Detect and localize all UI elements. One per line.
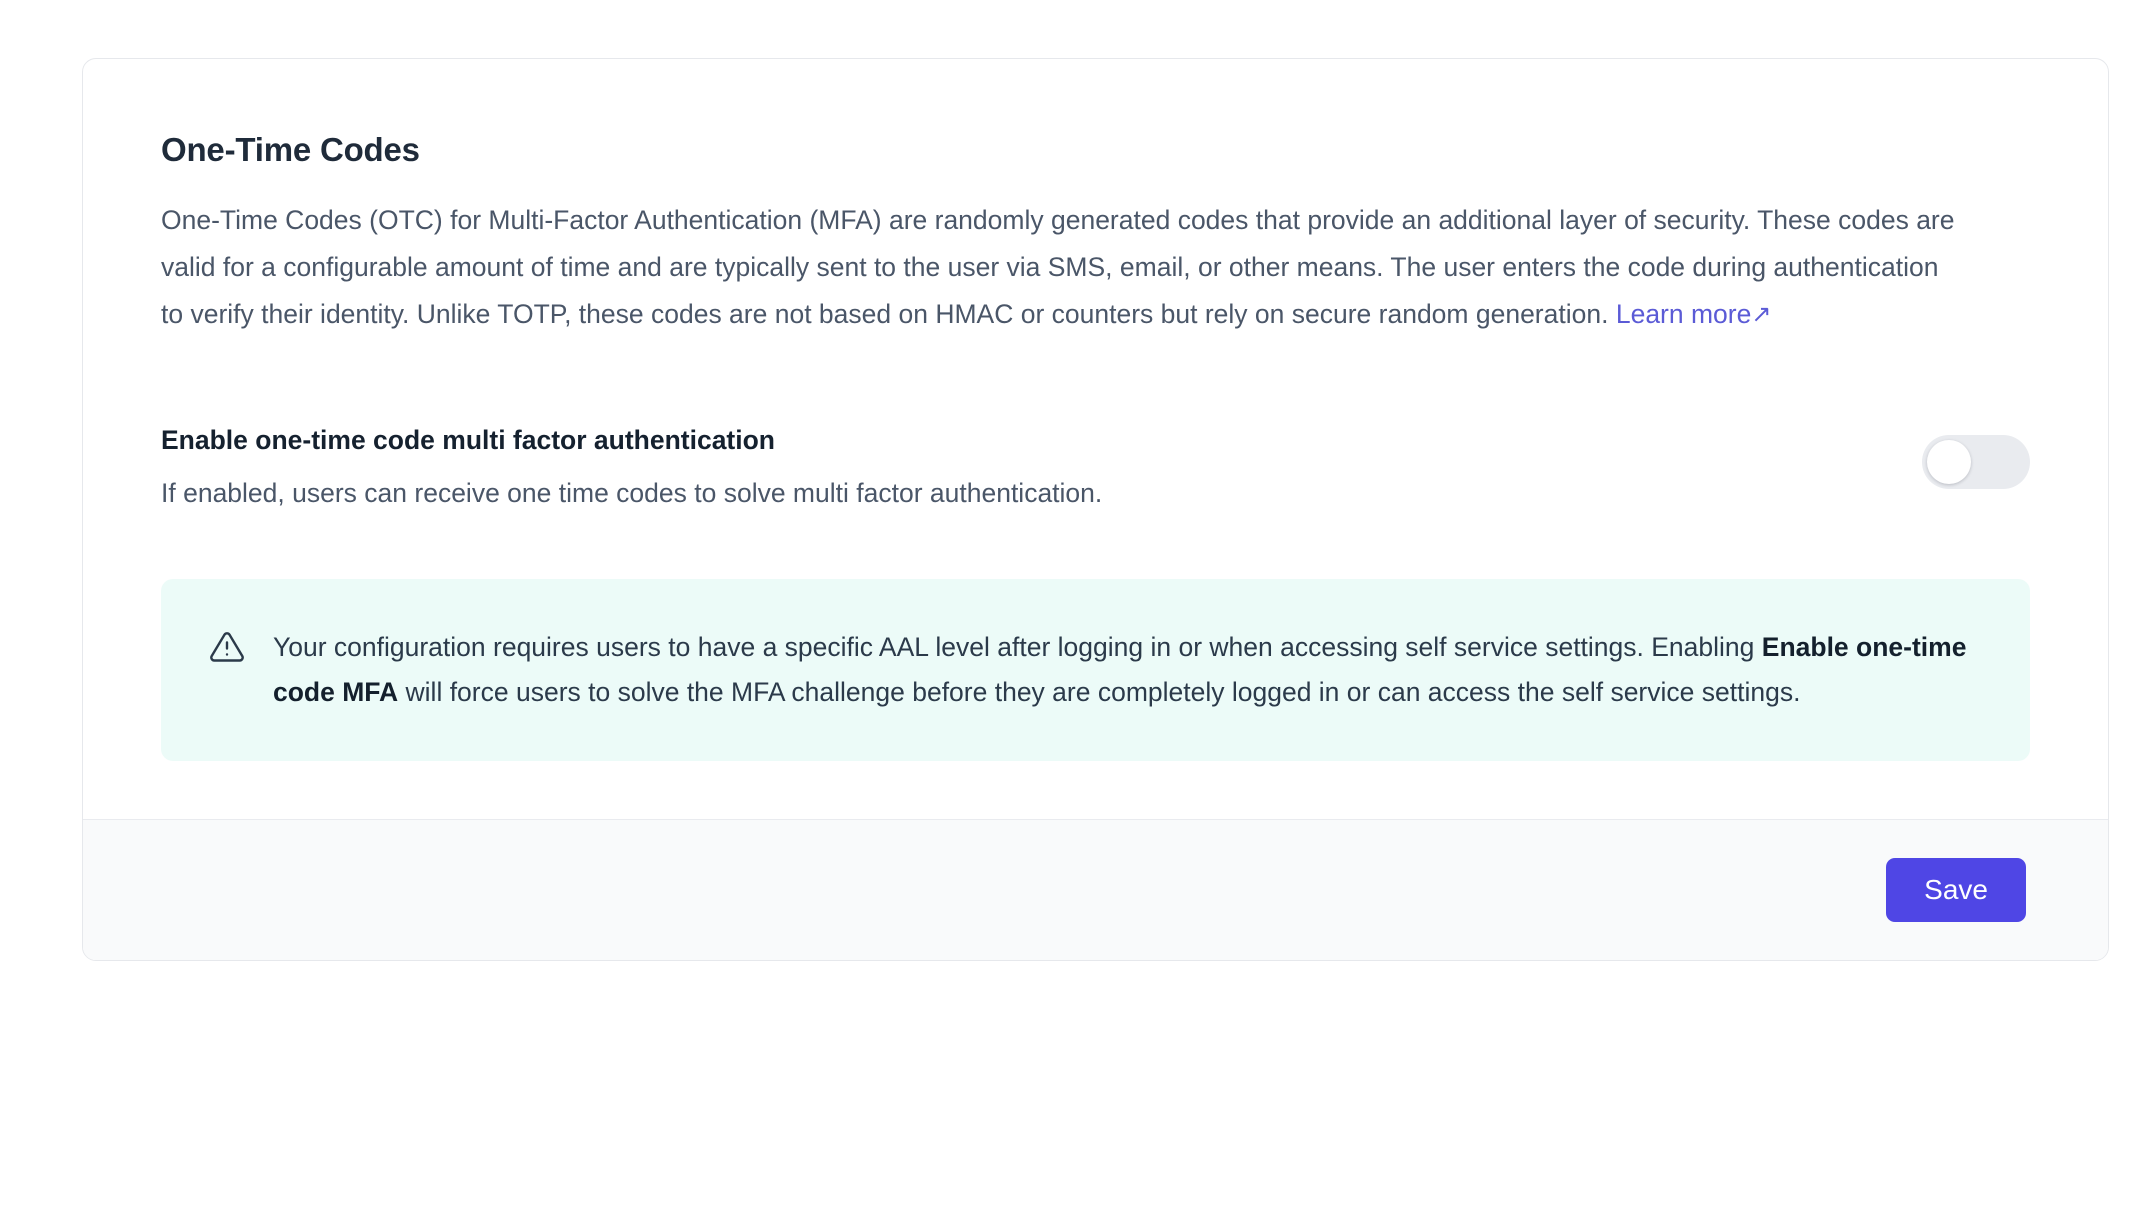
aal-warning-text-after: will force users to solve the MFA challenge before they are completely logged in or can access the self service settings. bbox=[405, 677, 1801, 707]
toggle-knob bbox=[1927, 440, 1971, 484]
aal-warning-text bbox=[273, 625, 1978, 715]
aal-warning-emphasis: Enable one-time code MFA bbox=[273, 632, 1967, 707]
card-footer bbox=[83, 819, 2108, 960]
aal-warning-callout bbox=[161, 579, 2030, 761]
card-body bbox=[83, 59, 2108, 819]
enable-otc-mfa-row bbox=[161, 421, 2030, 513]
section-description-text: One-Time Codes (OTC) for Multi-Factor Authentication (MFA) are randomly generated codes that provide an additional layer of security. These codes are valid for a configurable amount of time and are typically sent to the user via SMS, email, or other means. The user enters the code during authentication to verify their identity. Unlike TOTP, these codes are not based on HMAC or counters but rely on secure random generation. bbox=[161, 205, 1955, 329]
enable-otc-mfa-toggle[interactable] bbox=[1922, 435, 2030, 489]
learn-more-label: Learn more bbox=[1615, 299, 1752, 329]
warning-triangle-icon bbox=[209, 629, 245, 670]
toggle-texts bbox=[161, 421, 1102, 513]
learn-more-link[interactable] bbox=[1616, 299, 1772, 329]
one-time-codes-card bbox=[82, 58, 2109, 961]
enable-otc-mfa-help: If enabled, users can receive one time codes to solve multi factor authentication. bbox=[161, 478, 1103, 508]
section-description bbox=[161, 197, 1961, 339]
external-link-icon: ↗ bbox=[1751, 301, 1772, 328]
save-button[interactable]: Save bbox=[1886, 858, 2026, 922]
page-title: One-Time Codes bbox=[161, 131, 420, 168]
aal-warning-text-before: Your configuration requires users to have a specific AAL level after logging in or when accessing self service settings. Enabling bbox=[273, 632, 1755, 662]
enable-otc-mfa-label: Enable one-time code multi factor authentication bbox=[161, 425, 775, 455]
